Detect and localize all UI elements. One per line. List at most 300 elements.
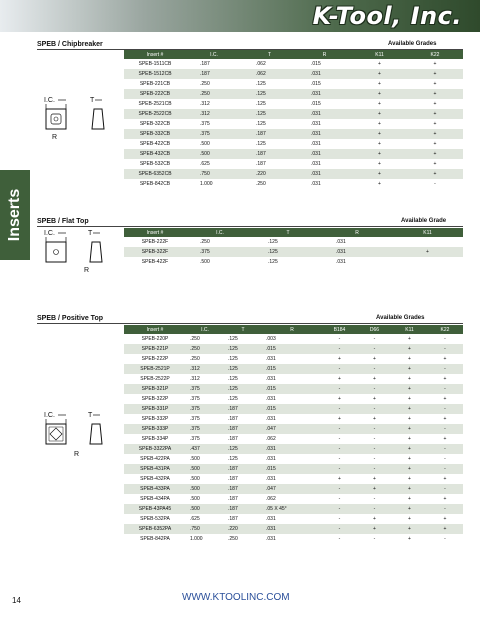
table-row xyxy=(124,524,463,534)
column-header: D66 xyxy=(357,325,392,334)
column-header: I.C. xyxy=(186,50,242,59)
table-cell: .031 xyxy=(297,89,352,99)
table-cell: .125 xyxy=(228,336,238,342)
insert-number-cell: SPEB-43PA45 xyxy=(124,504,186,514)
table-cell: .125 xyxy=(224,364,262,374)
table-row xyxy=(124,334,463,344)
table-cell: - xyxy=(427,344,463,354)
table-cell: .125 xyxy=(268,239,278,245)
insert-number-cell: SPEB-532PA xyxy=(140,516,170,522)
table-cell: + xyxy=(373,416,376,422)
table-cell: - xyxy=(444,456,446,462)
table-cell: - xyxy=(322,484,357,494)
table-cell: .187 xyxy=(228,496,238,502)
table-cell: .187 xyxy=(224,464,262,474)
column-header: Insert # xyxy=(124,50,186,59)
table-cell: + xyxy=(373,396,376,402)
insert-number-cell: SPEB-331P xyxy=(124,404,186,414)
column-header: R xyxy=(262,325,322,334)
table-row xyxy=(124,159,463,169)
column-header: I.C. xyxy=(186,228,254,237)
column-header: B184 xyxy=(322,325,357,334)
insert-number-cell: SPEB-322CB xyxy=(139,121,171,127)
table-cell: + xyxy=(357,524,392,534)
table-cell: + xyxy=(352,69,407,79)
table-cell: .250 xyxy=(200,81,210,87)
table-cell: .125 xyxy=(228,396,238,402)
table-cell: .500 xyxy=(186,464,224,474)
page-number: 14 xyxy=(12,596,21,605)
table-cell: .375 xyxy=(186,247,254,257)
table-cell: .750 xyxy=(186,524,224,534)
table-row xyxy=(124,464,463,474)
table-row xyxy=(124,257,463,267)
table-cell: + xyxy=(392,524,427,534)
table-cell: + xyxy=(392,404,427,414)
table-cell: .031 xyxy=(297,69,352,79)
table-row xyxy=(124,344,463,354)
table-cell: .015 xyxy=(311,61,321,67)
table-cell: .220 xyxy=(242,169,297,179)
table-cell: - xyxy=(427,424,463,434)
table-cell: .375 xyxy=(200,121,210,127)
table-cell: - xyxy=(373,496,376,502)
table-row xyxy=(124,149,463,159)
table-cell: + xyxy=(378,121,381,127)
table-cell: .05 X 45° xyxy=(262,504,322,514)
table-cell: + xyxy=(378,181,381,187)
table-cell: + xyxy=(338,396,341,402)
table-cell: .031 xyxy=(266,456,276,462)
insert-number-cell: SPEB-2521CB xyxy=(138,101,172,107)
table-cell: + xyxy=(443,376,447,382)
table-cell: - xyxy=(357,464,392,474)
table-cell xyxy=(392,237,463,247)
table-cell: .015 xyxy=(262,364,322,374)
table-cell: - xyxy=(373,536,376,542)
table-cell: + xyxy=(408,476,411,482)
table-cell: .187 xyxy=(224,424,262,434)
table-cell: + xyxy=(338,356,341,362)
column-header: Insert # xyxy=(124,228,186,237)
table-cell: + xyxy=(352,89,407,99)
table-cell: + xyxy=(392,384,427,394)
table-cell: + xyxy=(433,101,437,107)
table-cell: .125 xyxy=(224,444,262,454)
insert-number-cell: SPEB-220P xyxy=(141,336,169,342)
flat-top-available-label: Available Grade xyxy=(401,218,447,224)
insert-number-cell: SPEB-3322PA xyxy=(124,444,186,454)
table-cell: + xyxy=(407,69,463,79)
insert-number-cell: SPEB-334P xyxy=(141,436,169,442)
table-cell: .625 xyxy=(190,516,200,522)
table-cell: 1.000 xyxy=(200,181,213,187)
table-cell: - xyxy=(357,384,392,394)
table-cell: .312 xyxy=(186,109,242,119)
table-cell: .031 xyxy=(266,516,276,522)
table-cell: .062 xyxy=(256,61,266,67)
table-cell: + xyxy=(443,396,447,402)
column-header: K22 xyxy=(427,325,463,334)
table-cell: - xyxy=(427,384,463,394)
table-cell: + xyxy=(443,516,447,522)
table-cell: - xyxy=(373,456,376,462)
column-header: T xyxy=(242,50,297,59)
table-cell: .375 xyxy=(190,436,200,442)
table-header-row xyxy=(124,325,463,334)
table-row xyxy=(124,89,463,99)
insert-number-cell: SPEB-1512CB xyxy=(124,69,186,79)
table-cell: .031 xyxy=(262,524,322,534)
table-cell: .437 xyxy=(186,444,224,454)
table-cell: + xyxy=(408,536,411,542)
column-header: K22 xyxy=(407,50,463,59)
chipbreaker-title: SPEB / Chipbreaker xyxy=(37,41,103,48)
flat-top-title: SPEB / Flat Top xyxy=(37,218,89,225)
table-cell: .187 xyxy=(228,416,238,422)
table-cell: - xyxy=(357,504,392,514)
chipbreaker-table xyxy=(124,50,463,189)
table-cell: + xyxy=(408,336,411,342)
insert-number-cell: SPEB-2521P xyxy=(124,364,186,374)
table-cell: .015 xyxy=(262,344,322,354)
table-cell: - xyxy=(322,464,357,474)
table-cell: + xyxy=(352,129,407,139)
table-cell: .187 xyxy=(224,404,262,414)
table-cell: + xyxy=(392,484,427,494)
table-cell: + xyxy=(443,356,447,362)
table-cell: .250 xyxy=(200,239,210,245)
table-cell: .125 xyxy=(268,259,278,265)
brand-logo: K-Tool, Inc. xyxy=(312,2,462,30)
column-header: T xyxy=(224,325,262,334)
table-cell: .031 xyxy=(266,356,276,362)
table-cell: .015 xyxy=(311,101,321,107)
table-cell: + xyxy=(357,484,392,494)
table-cell: + xyxy=(407,129,463,139)
table-row xyxy=(124,404,463,414)
table-cell: + xyxy=(408,396,411,402)
table-row xyxy=(124,139,463,149)
table-cell: .312 xyxy=(200,101,210,107)
table-cell: + xyxy=(408,356,411,362)
table-cell: .250 xyxy=(186,89,242,99)
table-cell: + xyxy=(407,109,463,119)
table-row xyxy=(124,504,463,514)
table-row xyxy=(124,414,463,424)
table-cell: + xyxy=(392,247,463,257)
table-cell: .375 xyxy=(186,424,224,434)
table-cell: .250 xyxy=(256,181,266,187)
ic-label: I.C. xyxy=(44,412,55,419)
table-cell: .125 xyxy=(224,344,262,354)
table-cell: + xyxy=(392,364,427,374)
table-cell: + xyxy=(338,376,341,382)
insert-number-cell: SPEB-842PA xyxy=(140,536,170,542)
table-cell: - xyxy=(322,504,357,514)
table-cell: + xyxy=(443,436,447,442)
table-cell: .375 xyxy=(186,384,224,394)
table-cell: + xyxy=(392,504,427,514)
insert-number-cell: SPEB-532CB xyxy=(139,161,171,167)
table-row xyxy=(124,374,463,384)
table-cell: .500 xyxy=(186,504,224,514)
insert-number-cell: SPEB-422CB xyxy=(139,141,171,147)
table-cell: + xyxy=(443,416,447,422)
insert-number-cell: SPEB-222P xyxy=(141,356,169,362)
table-cell: .250 xyxy=(228,536,238,542)
table-cell: + xyxy=(373,356,376,362)
table-row xyxy=(124,444,463,454)
table-cell: - xyxy=(444,536,446,542)
table-row xyxy=(124,424,463,434)
table-cell: .250 xyxy=(186,344,224,354)
table-cell: + xyxy=(373,376,376,382)
table-cell: .500 xyxy=(190,476,200,482)
insert-number-cell: SPEB-6352PA xyxy=(124,524,186,534)
table-cell: .031 xyxy=(311,161,321,167)
table-header-row xyxy=(124,50,463,59)
table-cell: .031 xyxy=(266,376,276,382)
table-cell: .312 xyxy=(190,376,200,382)
table-cell: .500 xyxy=(186,484,224,494)
insert-number-cell: SPEB-432CB xyxy=(124,149,186,159)
table-cell: - xyxy=(338,496,341,502)
table-cell: - xyxy=(322,344,357,354)
insert-number-cell: SPEB-321P xyxy=(124,384,186,394)
table-cell: .187 xyxy=(256,161,266,167)
r-label: R xyxy=(52,134,58,140)
table-cell: - xyxy=(357,344,392,354)
website-link[interactable]: WWW.KTOOLINC.COM xyxy=(182,592,290,603)
table-cell: .031 xyxy=(311,181,321,187)
t-label: T xyxy=(88,412,93,419)
table-row xyxy=(124,179,463,189)
column-header: T xyxy=(254,228,322,237)
table-cell: .015 xyxy=(262,464,322,474)
table-cell: .125 xyxy=(224,384,262,394)
table-cell: .187 xyxy=(228,436,238,442)
table-cell: .031 xyxy=(266,536,276,542)
table-cell: .031 xyxy=(297,149,352,159)
table-cell: - xyxy=(322,404,357,414)
column-header: K11 xyxy=(392,325,427,334)
table-cell: + xyxy=(378,81,381,87)
table-cell: .031 xyxy=(297,129,352,139)
table-cell: - xyxy=(322,424,357,434)
table-cell: + xyxy=(352,109,407,119)
insert-number-cell: SPEB-333P xyxy=(124,424,186,434)
insert-number-cell: SPEB-433PA xyxy=(124,484,186,494)
table-cell: + xyxy=(338,476,341,482)
table-cell: .375 xyxy=(186,129,242,139)
table-cell: - xyxy=(427,464,463,474)
table-cell: + xyxy=(408,456,411,462)
header-banner xyxy=(0,0,480,32)
table-cell: - xyxy=(427,484,463,494)
table-cell: - xyxy=(373,336,376,342)
table-cell: .015 xyxy=(311,81,321,87)
table-cell: - xyxy=(338,456,341,462)
table-cell: .500 xyxy=(190,496,200,502)
table-row xyxy=(124,79,463,89)
column-header: I.C. xyxy=(186,325,224,334)
insert-number-cell: SPEB-222F xyxy=(141,239,169,245)
table-cell: .031 xyxy=(311,141,321,147)
ic-label: I.C. xyxy=(44,97,55,104)
table-cell: .125 xyxy=(242,109,297,119)
positive-top-insert-diagram xyxy=(44,410,114,460)
table-cell: - xyxy=(338,516,341,522)
table-cell: - xyxy=(427,504,463,514)
table-cell: .062 xyxy=(266,496,276,502)
table-cell: .187 xyxy=(228,516,238,522)
table-cell: .187 xyxy=(228,476,238,482)
table-cell: + xyxy=(392,424,427,434)
table-cell: .500 xyxy=(200,259,210,265)
table-cell: + xyxy=(392,344,427,354)
table-cell: - xyxy=(357,364,392,374)
table-cell: - xyxy=(322,444,357,454)
table-cell: - xyxy=(427,444,463,454)
insert-number-cell: SPEB-221P xyxy=(124,344,186,354)
table-cell: .187 xyxy=(224,504,262,514)
table-cell: - xyxy=(427,404,463,414)
insert-number-cell: SPEB-2522CB xyxy=(124,109,186,119)
table-cell: - xyxy=(357,424,392,434)
table-cell: .500 xyxy=(190,456,200,462)
table-row xyxy=(124,364,463,374)
table-cell: .250 xyxy=(190,336,200,342)
flat-top-rule xyxy=(37,226,463,227)
table-cell: .187 xyxy=(186,69,242,79)
table-row xyxy=(124,534,463,544)
table-cell: .125 xyxy=(242,89,297,99)
table-row xyxy=(124,247,463,257)
insert-number-cell: SPEB-434PA xyxy=(140,496,170,502)
column-header: R xyxy=(297,50,352,59)
insert-number-cell: SPEB-332P xyxy=(141,416,169,422)
table-cell: .187 xyxy=(200,61,210,67)
table-cell: .125 xyxy=(228,356,238,362)
table-cell: + xyxy=(378,161,381,167)
chipbreaker-insert-diagram xyxy=(44,95,114,140)
table-cell: + xyxy=(408,516,411,522)
table-cell: + xyxy=(433,141,437,147)
table-cell: + xyxy=(433,121,437,127)
side-tab xyxy=(0,170,30,260)
table-cell: .125 xyxy=(228,456,238,462)
table-cell: .375 xyxy=(190,396,200,402)
column-header: K11 xyxy=(352,50,407,59)
table-cell: 1.000 xyxy=(190,536,203,542)
table-cell: + xyxy=(433,81,437,87)
table-row xyxy=(124,394,463,404)
insert-number-cell: SPEB-221CB xyxy=(139,81,171,87)
table-cell: .375 xyxy=(190,416,200,422)
table-row xyxy=(124,169,463,179)
table-cell: .500 xyxy=(186,149,242,159)
table-cell: + xyxy=(433,161,437,167)
table-cell: .031 xyxy=(336,259,346,265)
column-header: K11 xyxy=(392,228,463,237)
table-cell: - xyxy=(444,336,446,342)
t-label: T xyxy=(88,230,93,237)
table-cell: - xyxy=(322,524,357,534)
table-cell: .125 xyxy=(256,101,266,107)
table-cell: + xyxy=(443,496,447,502)
table-row xyxy=(124,109,463,119)
table-row xyxy=(124,237,463,247)
table-cell: + xyxy=(338,416,341,422)
table-cell: + xyxy=(378,61,381,67)
t-label: T xyxy=(90,97,95,104)
column-header: Insert # xyxy=(124,325,186,334)
table-cell: + xyxy=(407,149,463,159)
table-cell: .250 xyxy=(190,356,200,362)
table-cell: .047 xyxy=(262,484,322,494)
table-cell: + xyxy=(408,416,411,422)
table-cell: - xyxy=(338,336,341,342)
table-cell: - xyxy=(338,536,341,542)
table-row xyxy=(124,514,463,524)
insert-number-cell: SPEB-322P xyxy=(141,396,169,402)
table-cell: .062 xyxy=(266,436,276,442)
table-cell: + xyxy=(433,61,437,67)
table-cell: + xyxy=(408,376,411,382)
table-row xyxy=(124,434,463,444)
table-cell: .031 xyxy=(311,121,321,127)
table-cell: + xyxy=(373,476,376,482)
table-cell: .125 xyxy=(256,81,266,87)
table-cell: - xyxy=(427,364,463,374)
table-row xyxy=(124,384,463,394)
table-row xyxy=(124,354,463,364)
table-cell: + xyxy=(352,149,407,159)
table-cell: .003 xyxy=(266,336,276,342)
positive-top-table xyxy=(124,325,463,544)
positive-top-available-label: Available Grades xyxy=(376,315,425,321)
r-label: R xyxy=(74,451,80,458)
insert-number-cell: SPEB-842CB xyxy=(139,181,171,187)
insert-number-cell: SPEB-422PA xyxy=(140,456,170,462)
table-cell: .015 xyxy=(262,404,322,414)
table-cell: + xyxy=(407,89,463,99)
table-cell: + xyxy=(378,101,381,107)
table-cell: + xyxy=(443,476,447,482)
table-row xyxy=(124,119,463,129)
table-cell: .031 xyxy=(297,169,352,179)
table-cell: + xyxy=(373,516,376,522)
table-cell: .187 xyxy=(242,129,297,139)
table-row xyxy=(124,59,463,69)
side-tab-label: Inserts xyxy=(6,188,23,242)
flat-top-insert-diagram xyxy=(44,228,114,273)
table-cell: + xyxy=(408,496,411,502)
table-cell: + xyxy=(408,436,411,442)
table-cell: .047 xyxy=(262,424,322,434)
table-cell: .031 xyxy=(322,247,392,257)
table-cell: + xyxy=(392,464,427,474)
insert-number-cell: SPEB-1511CB xyxy=(138,61,172,67)
table-row xyxy=(124,454,463,464)
chipbreaker-available-label: Available Grades xyxy=(388,41,437,47)
insert-number-cell: SPEB-6352CB xyxy=(124,169,186,179)
r-label: R xyxy=(84,267,90,273)
table-cell: .220 xyxy=(224,524,262,534)
insert-number-cell: SPEB-432PA xyxy=(140,476,170,482)
table-cell: .125 xyxy=(254,247,322,257)
